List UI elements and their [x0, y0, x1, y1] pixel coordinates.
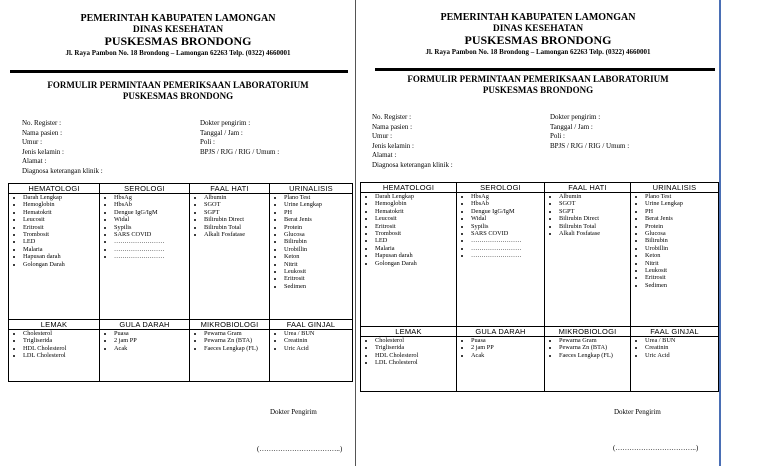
test-item[interactable]: • Sedimen	[645, 282, 718, 289]
test-item[interactable]: • Leucosit	[375, 215, 456, 222]
test-item[interactable]: • Trombosit	[375, 230, 456, 237]
test-item[interactable]: • 2 jam PP	[114, 337, 189, 344]
test-item[interactable]: • Hemoglobin	[375, 200, 456, 207]
gula-darah-list	[100, 330, 189, 352]
letterhead-rule	[375, 68, 715, 71]
referral-fields	[550, 113, 629, 151]
test-item[interactable]: • LED	[375, 237, 456, 244]
field-tanggal-jam[interactable]: Tanggal / Jam :	[550, 122, 593, 131]
mikrobiologi-list-cell	[190, 330, 270, 382]
test-item[interactable]: • SARS COVID	[114, 231, 189, 238]
field-nama-pasien[interactable]: Nama pasien :	[22, 128, 63, 137]
test-item[interactable]: • Darah Lengkap	[375, 193, 456, 200]
test-item[interactable]: • Bilirubin Total	[559, 223, 630, 230]
lab-test-table	[360, 182, 719, 392]
serologi-list-cell	[457, 193, 545, 327]
test-item[interactable]: • Hematokrit	[23, 209, 99, 216]
form-sheet-left	[0, 0, 356, 466]
field-no-register[interactable]: No. Register :	[22, 119, 62, 127]
test-item[interactable]: • Berat Jenis	[284, 216, 352, 223]
test-item[interactable]: • Eritrosit	[23, 224, 99, 231]
test-item[interactable]: • Berat Jenis	[645, 215, 718, 222]
field-jenis-kelamin[interactable]: Jenis kelamin :	[22, 147, 64, 156]
field-tanggal-jam[interactable]: Tanggal / Jam :	[200, 128, 243, 137]
test-item[interactable]: • Trigliserida	[23, 337, 99, 344]
mikrobiologi-list	[190, 330, 269, 352]
form-title-line-2: PUSKESMAS BRONDONG	[482, 84, 594, 95]
serologi-list-cell	[100, 194, 190, 320]
lemak-list	[9, 330, 99, 360]
signature-blank[interactable]: (……………………………..)	[257, 445, 343, 453]
faal-hati-list-cell	[190, 194, 270, 320]
letterhead	[0, 13, 356, 57]
test-item[interactable]: • LDL Cholesterol	[23, 352, 99, 359]
test-item[interactable]: • Acak	[114, 345, 189, 352]
test-item[interactable]: • Glucosa	[645, 230, 718, 237]
test-item[interactable]: • HbsAb	[114, 201, 189, 208]
test-item[interactable]: • Urea / BUN	[284, 330, 352, 337]
test-item[interactable]: • Creatinin	[645, 344, 718, 351]
test-item[interactable]: • HbsAb	[471, 200, 544, 207]
test-item[interactable]: • Leukosit	[284, 268, 352, 275]
test-item-blank[interactable]: • ……………………	[114, 253, 189, 260]
test-item[interactable]: • HbsAg	[471, 193, 544, 200]
letterhead	[357, 12, 719, 56]
form-sheet-right	[357, 0, 719, 466]
letterhead-line-1: PEMERINTAH KABUPATEN LAMONGAN	[440, 12, 636, 23]
test-item[interactable]: • Widal	[471, 215, 544, 222]
test-item[interactable]: • Cholesterol	[375, 337, 456, 344]
test-item[interactable]: • Keton	[645, 252, 718, 259]
test-item[interactable]: • Acak	[471, 352, 544, 359]
section-serologi: SEROLOGI	[457, 183, 545, 193]
test-item[interactable]: • Plano Test	[645, 193, 718, 200]
hematologi-list-cell	[361, 193, 457, 327]
letterhead-line-1: PEMERINTAH KABUPATEN LAMONGAN	[80, 13, 276, 24]
test-item[interactable]: • Sypilis	[114, 224, 189, 231]
urinalisis-list	[631, 193, 718, 289]
hematologi-list	[361, 193, 456, 267]
test-item[interactable]: • Protein	[645, 223, 718, 230]
test-item[interactable]: • Protein	[284, 224, 352, 231]
test-item[interactable]: • LDL Cholesterol	[375, 359, 456, 366]
test-item[interactable]: • Albumin	[204, 194, 269, 201]
test-item[interactable]: • Sedimen	[284, 283, 352, 290]
test-item[interactable]: • Alkali Fosfatase	[559, 230, 630, 237]
test-item[interactable]: • Malaria	[375, 245, 456, 252]
letterhead-address: Jl. Raya Pambon No. 18 Brondong – Lamongan 62263 Telp. (0322) 4660001	[425, 48, 651, 57]
test-item[interactable]: • Albumin	[559, 193, 630, 200]
test-item[interactable]: • Bilirubin Total	[204, 224, 269, 231]
field-poli[interactable]: Poli :	[550, 132, 565, 140]
section-gula-darah: GULA DARAH	[100, 320, 190, 330]
section-faal-ginjal: FAAL GINJAL	[631, 327, 719, 337]
field-alamat[interactable]: Alamat :	[22, 157, 47, 165]
section-hematologi: HEMATOLOGI	[9, 184, 100, 194]
form-title	[357, 74, 719, 96]
section-gula-darah: GULA DARAH	[457, 327, 545, 337]
test-item[interactable]: • Eritrosit	[284, 275, 352, 282]
gula-darah-list	[457, 337, 544, 359]
urinalisis-list-cell	[631, 193, 719, 327]
test-item[interactable]: • Faeces Lengkap (FL)	[204, 345, 269, 352]
signature-label: Dokter Pengirim	[270, 408, 317, 416]
test-item-blank[interactable]: • ……………………	[114, 246, 189, 253]
test-item[interactable]: • Pewarna Gram	[559, 337, 630, 344]
faal-ginjal-list	[631, 337, 718, 359]
gula-darah-list-cell	[457, 337, 545, 392]
test-item[interactable]: • Bilirubin Direct	[204, 216, 269, 223]
letterhead-line-2: DINAS KESEHATAN	[132, 24, 224, 35]
test-item[interactable]: • HDL Cholesterol	[23, 345, 99, 352]
test-item[interactable]: • Pewarna Zn (BTA)	[204, 337, 269, 344]
field-umur[interactable]: Umur :	[22, 138, 43, 146]
lemak-list-cell	[9, 330, 100, 382]
faal-hati-list-cell	[545, 193, 631, 327]
test-item[interactable]: • Plano Test	[284, 194, 352, 201]
test-item[interactable]: • HbsAg	[114, 194, 189, 201]
test-item[interactable]: • Alkali Fosfatase	[204, 231, 269, 238]
test-item[interactable]: • SGOT	[559, 200, 630, 207]
test-item[interactable]: • Darah Lengkap	[23, 194, 99, 201]
test-item[interactable]: • Golongan Darah	[375, 260, 456, 267]
test-item[interactable]: • Dengue IgG/IgM	[114, 209, 189, 216]
field-bpjs[interactable]: BPJS / RJG / RIG / Umum :	[550, 141, 630, 150]
letterhead-rule	[10, 70, 348, 73]
form-title	[0, 80, 356, 102]
test-item[interactable]: • SGPT	[204, 209, 269, 216]
field-alamat[interactable]: Alamat :	[372, 151, 397, 159]
test-item[interactable]: • Uric Acid	[284, 345, 352, 352]
field-umur[interactable]: Umur :	[372, 132, 393, 140]
field-diagnosa[interactable]: Diagnosa keterangan klinik :	[22, 166, 103, 175]
faal-hati-list	[545, 193, 630, 237]
test-item-blank[interactable]: • ……………………	[114, 238, 189, 245]
test-item[interactable]: • SARS COVID	[471, 230, 544, 237]
section-mikrobiologi: MIKROBIOLOGI	[190, 320, 270, 330]
field-diagnosa[interactable]: Diagnosa keterangan klinik :	[372, 160, 453, 169]
test-item[interactable]: • Urea / BUN	[645, 337, 718, 344]
field-poli[interactable]: Poli :	[200, 138, 215, 146]
section-urinalisis: URINALISIS	[631, 183, 719, 193]
letterhead-line-3: PUSKESMAS BRONDONG	[104, 34, 252, 49]
section-hematologi: HEMATOLOGI	[361, 183, 457, 193]
section-lemak: LEMAK	[361, 327, 457, 337]
section-faal-hati: FAAL HATI	[190, 184, 270, 194]
test-item[interactable]: • Urobillin	[284, 246, 352, 253]
test-item[interactable]: • Pewarna Zn (BTA)	[559, 344, 630, 351]
test-item[interactable]: • Bilirubin	[645, 237, 718, 244]
serologi-list	[457, 193, 544, 260]
test-item[interactable]: • Urine Lengkap	[284, 201, 352, 208]
referral-fields	[200, 119, 279, 157]
test-item[interactable]: • Urine Lengkap	[645, 200, 718, 207]
test-item[interactable]: • Leucosit	[23, 216, 99, 223]
signature-blank[interactable]: (……………………………..)	[613, 444, 699, 452]
hematologi-list	[9, 194, 99, 268]
test-item[interactable]: • Nitrit	[645, 260, 718, 267]
test-item-blank[interactable]: • ……………………	[471, 245, 544, 252]
test-item[interactable]: • LED	[23, 238, 99, 245]
test-item-blank[interactable]: • ……………………	[471, 237, 544, 244]
test-item[interactable]: • Puasa	[471, 337, 544, 344]
field-bpjs[interactable]: BPJS / RJG / RIG / Umum :	[200, 147, 280, 156]
test-item[interactable]: • Hapusan darah	[375, 252, 456, 259]
form-title-line-1: FORMULIR PERMINTAAN PEMERIKSAAN LABORATORIUM	[47, 80, 309, 90]
test-item[interactable]: • Sypilis	[471, 223, 544, 230]
form-title-line-1: FORMULIR PERMINTAAN PEMERIKSAAN LABORATORIUM	[407, 74, 669, 84]
test-item[interactable]: • Dengue IgG/IgM	[471, 208, 544, 215]
section-faal-hati: FAAL HATI	[545, 183, 631, 193]
gula-darah-list-cell	[100, 330, 190, 382]
test-item[interactable]: • PH	[284, 209, 352, 216]
test-item[interactable]: • Leukosit	[645, 267, 718, 274]
test-item-blank[interactable]: • ……………………	[471, 252, 544, 259]
field-jenis-kelamin[interactable]: Jenis kelamin :	[372, 141, 414, 150]
test-item[interactable]: • SGOT	[204, 201, 269, 208]
faal-ginjal-list-cell	[270, 330, 353, 382]
test-item[interactable]: • Bilirubin Direct	[559, 215, 630, 222]
section-urinalisis: URINALISIS	[270, 184, 353, 194]
letterhead-line-3: PUSKESMAS BRONDONG	[464, 33, 612, 48]
test-item[interactable]: • Hapusan darah	[23, 253, 99, 260]
mikrobiologi-list	[545, 337, 630, 359]
test-item[interactable]: • Urobillin	[645, 245, 718, 252]
mikrobiologi-list-cell	[545, 337, 631, 392]
test-item[interactable]: • Malaria	[23, 246, 99, 253]
test-item[interactable]: • SGPT	[559, 208, 630, 215]
field-dokter-pengirim[interactable]: Dokter pengirim :	[550, 113, 601, 121]
lab-test-table	[8, 183, 353, 382]
field-no-register[interactable]: No. Register :	[372, 113, 412, 121]
test-item[interactable]: • HDL Cholesterol	[375, 352, 456, 359]
test-item[interactable]: • Hematokrit	[375, 208, 456, 215]
hematologi-list-cell	[9, 194, 100, 320]
faal-hati-list	[190, 194, 269, 238]
test-item[interactable]: • Widal	[114, 216, 189, 223]
lemak-list	[361, 337, 456, 367]
test-item[interactable]: • Eritrosit	[645, 274, 718, 281]
field-dokter-pengirim[interactable]: Dokter pengirim :	[200, 119, 251, 127]
urinalisis-list	[270, 194, 352, 290]
test-item[interactable]: • Uric Acid	[645, 352, 718, 359]
test-item[interactable]: • Eritrosit	[375, 223, 456, 230]
urinalisis-list-cell	[270, 194, 353, 320]
test-item[interactable]: • Trigliserida	[375, 344, 456, 351]
letterhead-line-2: DINAS KESEHATAN	[492, 23, 584, 34]
section-faal-ginjal: FAAL GINJAL	[270, 320, 353, 330]
test-item[interactable]: • Keton	[284, 253, 352, 260]
section-mikrobiologi: MIKROBIOLOGI	[545, 327, 631, 337]
form-title-line-2: PUSKESMAS BRONDONG	[122, 90, 234, 101]
patient-fields	[372, 113, 453, 170]
test-item[interactable]: • Hemoglobin	[23, 201, 99, 208]
test-item[interactable]: • Puasa	[114, 330, 189, 337]
faal-ginjal-list-cell	[631, 337, 719, 392]
section-lemak: LEMAK	[9, 320, 100, 330]
test-item[interactable]: • Nitrit	[284, 261, 352, 268]
lemak-list-cell	[361, 337, 457, 392]
test-item[interactable]: • Creatinin	[284, 337, 352, 344]
section-serologi: SEROLOGI	[100, 184, 190, 194]
serologi-list	[100, 194, 189, 261]
test-item[interactable]: • PH	[645, 208, 718, 215]
test-item[interactable]: • 2 jam PP	[471, 344, 544, 351]
test-item[interactable]: • Pewarna Gram	[204, 330, 269, 337]
letterhead-address: Jl. Raya Pambon No. 18 Brondong – Lamongan 62263 Telp. (0322) 4660001	[65, 49, 291, 58]
test-item[interactable]: • Bilirubin	[284, 238, 352, 245]
test-item[interactable]: • Glucosa	[284, 231, 352, 238]
patient-fields	[22, 119, 103, 176]
field-nama-pasien[interactable]: Nama pasien :	[372, 122, 413, 131]
test-item[interactable]: • Cholesterol	[23, 330, 99, 337]
faal-ginjal-list	[270, 330, 352, 352]
test-item[interactable]: • Golongan Darah	[23, 261, 99, 268]
test-item[interactable]: • Trombosit	[23, 231, 99, 238]
page-edge-line	[719, 0, 721, 466]
signature-label: Dokter Pengirim	[614, 408, 661, 416]
test-item[interactable]: • Faeces Lengkap (FL)	[559, 352, 630, 359]
